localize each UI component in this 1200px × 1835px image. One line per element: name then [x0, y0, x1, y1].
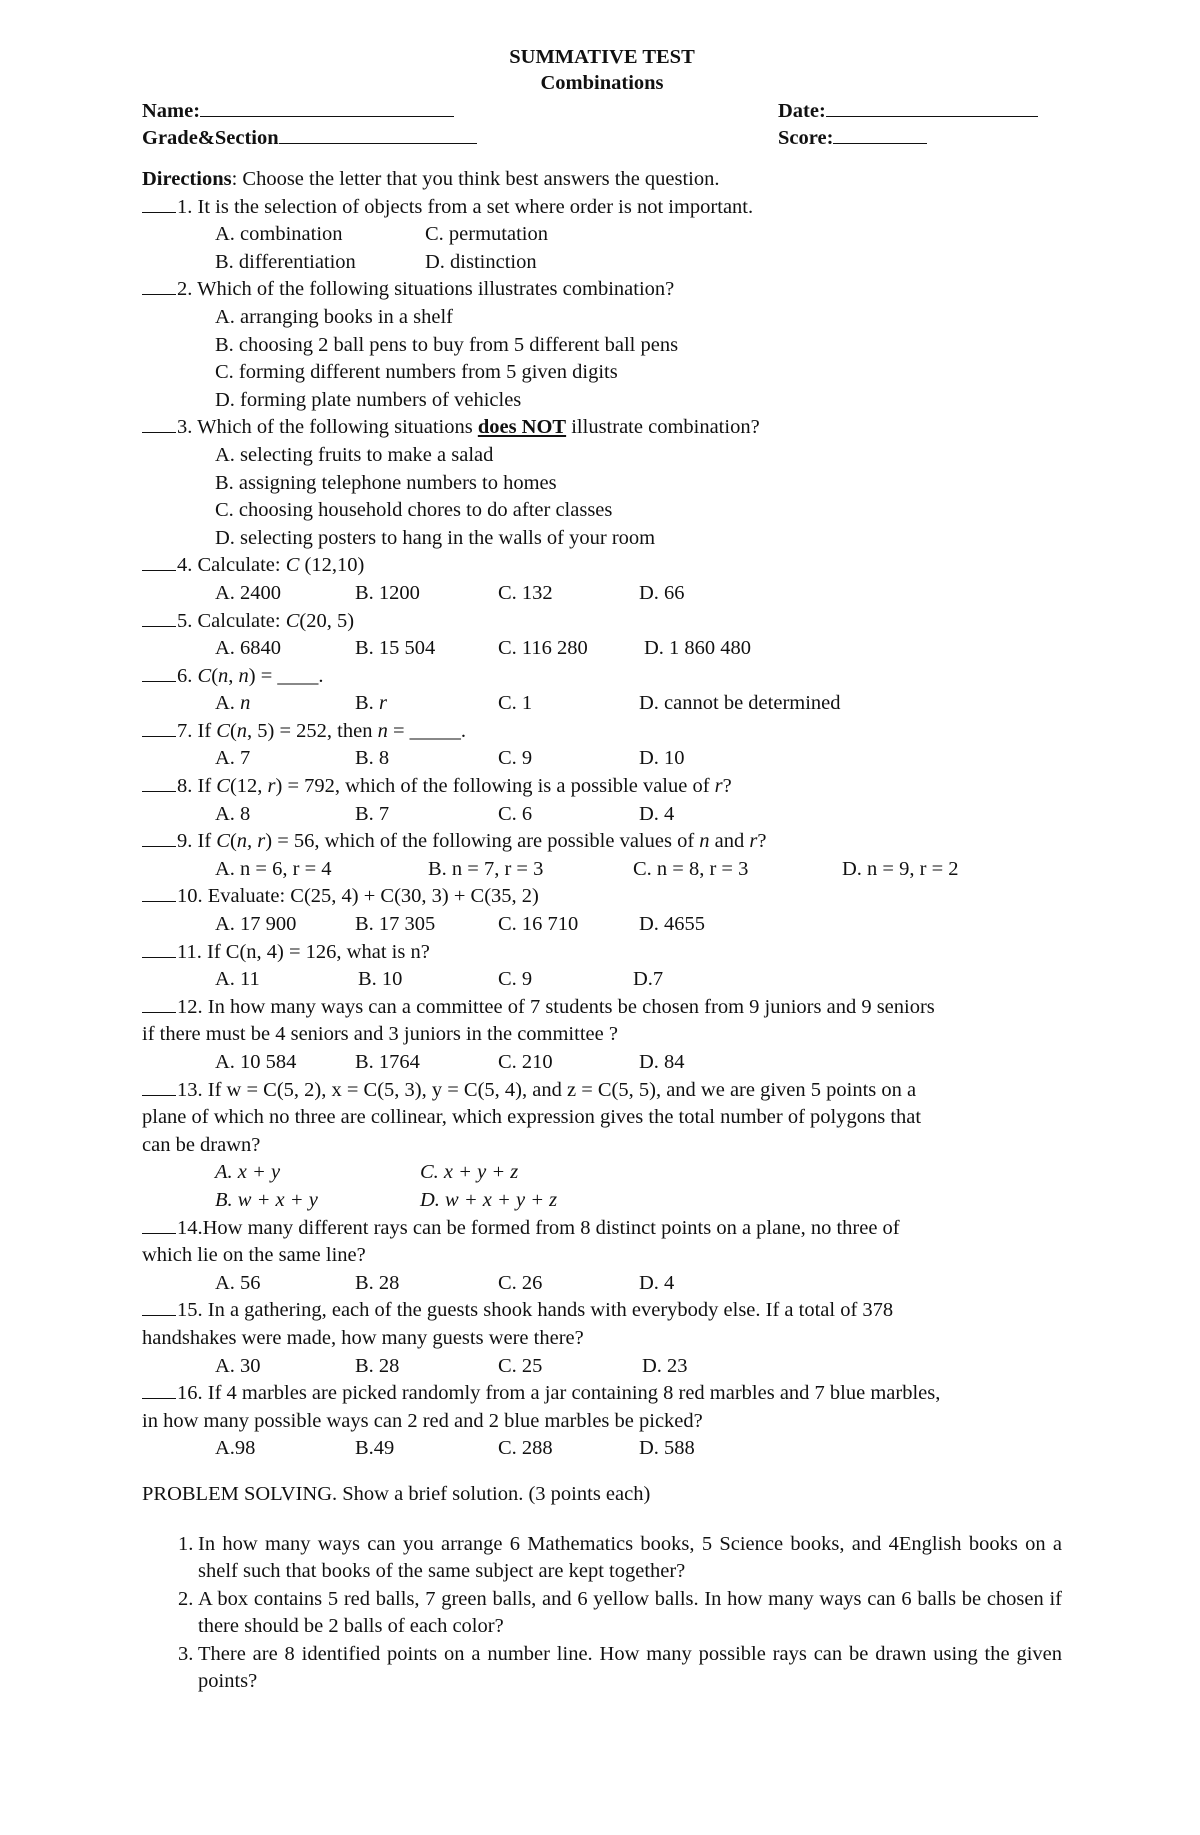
question-text-continued: which lie on the same line?: [142, 1244, 366, 1267]
question-text: Calculate:: [192, 554, 286, 577]
question-text-continued: in how many possible ways can 2 red and 2 blue marbles be picked?: [142, 1409, 703, 1432]
answer-blank[interactable]: [142, 994, 176, 1013]
option-d: D. 23: [642, 1354, 688, 1377]
math-variable: C: [216, 719, 230, 742]
name-field[interactable]: [200, 96, 454, 117]
grade-section-field[interactable]: [279, 123, 477, 144]
option-d: D. 4: [639, 802, 675, 825]
option-c: C. permutation: [425, 223, 548, 246]
question-number: 11.: [177, 940, 202, 963]
math-variable: n: [218, 664, 229, 687]
options-row: [142, 1187, 1062, 1215]
question-2: [142, 276, 1062, 304]
problem-text: A box contains 5 red balls, 7 green balls, and 6 yellow balls. In how many ways can 6 balls be chosen if there should be 2 balls of each color?: [198, 1587, 1062, 1638]
option-d: D. 588: [639, 1437, 695, 1460]
option-d: D. distinction: [425, 250, 537, 273]
question-number: 4.: [177, 554, 193, 577]
question-text-continued: if there must be 4 seniors and 3 juniors in the committee ?: [142, 1023, 618, 1046]
math-variable: C: [285, 554, 300, 577]
answer-blank[interactable]: [142, 663, 176, 682]
option-a: A. 11: [215, 968, 260, 991]
header-row-1: [142, 96, 1062, 123]
question-text: Which of the following situations illustrates combination?: [192, 278, 675, 301]
problem-number: 2.: [178, 1587, 194, 1610]
question-number: 10.: [177, 885, 203, 908]
question-text-continued: plane of which no three are collinear, which expression gives the total number of polygons that: [142, 1106, 922, 1129]
option-d: D. 4655: [639, 913, 706, 936]
option-b: B. w + x + y: [215, 1188, 318, 1211]
question-text: It is the selection of objects from a set where order is not important.: [192, 195, 754, 218]
option-d: D. 84: [639, 1051, 685, 1073]
question-text: (12,: [229, 775, 268, 798]
math-variable: r: [714, 775, 723, 798]
question-text: If: [192, 830, 217, 853]
question-9: [142, 828, 1062, 856]
question-text: = _____.: [387, 719, 467, 742]
date-label: Date:: [778, 100, 826, 122]
options-row: [142, 801, 1062, 829]
option-b: B. 15 504: [355, 637, 436, 660]
option-d: D. cannot be determined: [639, 692, 841, 715]
question-text: ) = ____.: [248, 664, 324, 687]
question-number: 1.: [177, 195, 193, 218]
question-text: ,: [228, 664, 239, 687]
question-number: 7.: [177, 719, 193, 742]
answer-blank[interactable]: [142, 414, 176, 433]
math-variable: C: [285, 609, 300, 632]
answer-blank[interactable]: [142, 276, 176, 295]
problem-solving-title: PROBLEM SOLVING. Show a brief solution. (3 points each): [142, 1482, 651, 1505]
question-text: Evaluate: C(25, 4) + C(30, 3) + C(35, 2): [202, 885, 539, 908]
option-c: C. 132: [498, 581, 553, 604]
answer-blank[interactable]: [142, 718, 176, 737]
option-a: A. 30: [215, 1354, 261, 1377]
option-d: D.7: [633, 968, 664, 991]
option-b: B. differentiation: [215, 250, 356, 273]
math-variable: C: [197, 664, 212, 687]
score-label: Score:: [778, 127, 834, 149]
question-3: [142, 414, 1062, 442]
option-a: A. selecting fruits to make a salad: [215, 443, 494, 466]
problem-item: [142, 1531, 1062, 1586]
question-text: ?: [722, 775, 732, 798]
option-a: A. x + y: [215, 1161, 281, 1184]
question-1: [142, 194, 1062, 222]
option-a: A. 2400: [215, 581, 282, 604]
options-row: [142, 249, 1062, 277]
question-number: 15.: [177, 1299, 203, 1322]
option-a: A. n = 6, r = 4: [215, 857, 332, 880]
question-number: 8.: [177, 775, 193, 798]
name-label: Name:: [142, 100, 201, 122]
answer-blank[interactable]: [142, 1077, 176, 1096]
option-c: C. x + y + z: [420, 1161, 519, 1184]
option-d: D. selecting posters to hang in the walls of your room: [215, 526, 656, 549]
question-text-continued: can be drawn?: [142, 1133, 261, 1156]
option-b: B. n = 7, r = 3: [428, 857, 544, 880]
question-text: Calculate:: [192, 609, 286, 632]
option-d: D. 1 860 480: [644, 637, 752, 660]
math-variable: r: [267, 775, 276, 798]
question-text: illustrate combination?: [566, 416, 760, 439]
option-c: C. 288: [498, 1437, 553, 1460]
option-b: B. 1764: [355, 1051, 420, 1073]
question-text: , 5) = 252, then: [247, 719, 378, 742]
options-row: [142, 1353, 1062, 1381]
math-variable: n, r: [236, 830, 266, 853]
question-text: If 4 marbles are picked randomly from a jar containing 8 red marbles and 7 blue marbles,: [202, 1382, 941, 1405]
header-row-2: [142, 123, 1062, 150]
math-variable: r: [749, 830, 758, 853]
directions-label: Directions: [142, 168, 232, 190]
question-text: ?: [757, 830, 767, 853]
question-15: [142, 1297, 1062, 1325]
directions: [142, 166, 1062, 194]
answer-blank[interactable]: [142, 828, 176, 847]
question-text: In how many ways can a committee of 7 students be chosen from 9 juniors and 9 seniors: [202, 995, 935, 1018]
option-a: A. 17 900: [215, 913, 297, 936]
options-row: [142, 580, 1062, 608]
answer-blank[interactable]: [142, 1380, 176, 1399]
option-c: C. n = 8, r = 3: [633, 857, 749, 880]
option-a: A. arranging books in a shelf: [215, 305, 453, 328]
answer-blank[interactable]: [142, 1297, 176, 1316]
option-c: C. 9: [498, 968, 533, 991]
question-number: 2.: [177, 278, 193, 301]
question-text: (: [229, 719, 237, 742]
question-number: 12.: [177, 995, 203, 1018]
question-text: and: [709, 830, 750, 853]
answer-blank[interactable]: [142, 552, 176, 571]
question-14: [142, 1215, 1062, 1243]
question-number: 14.: [177, 1216, 203, 1239]
option-d: D. 4: [639, 1271, 675, 1294]
option-c: C. 16 710: [498, 913, 579, 936]
option-c: C. 6: [498, 802, 533, 825]
option-c: C. 25: [498, 1354, 543, 1377]
option-d: D. 66: [639, 581, 685, 604]
question-number: 9.: [177, 830, 193, 853]
options-row: [142, 911, 1062, 939]
question-number: 3.: [177, 416, 193, 439]
math-variable: n: [236, 719, 248, 742]
emphasis-text: does NOT: [477, 416, 567, 439]
question-7: [142, 718, 1062, 746]
option-c: C. 116 280: [498, 637, 588, 660]
question-5: [142, 608, 1062, 636]
option-b: B.49: [355, 1437, 395, 1460]
test-title: SUMMATIVE TEST: [509, 46, 695, 68]
options-row: [142, 1049, 1062, 1077]
option-a: A. 7: [215, 747, 251, 770]
question-text: (: [211, 664, 219, 687]
question-text: ) = 56, which of the following are possible values of: [265, 830, 700, 853]
option-a: A. 56: [215, 1271, 261, 1294]
grade-section-label: Grade&Section: [142, 127, 279, 149]
option-b: B. 28: [355, 1354, 400, 1377]
question-number: 5.: [177, 609, 193, 632]
question-text-continued: handshakes were made, how many guests were there?: [142, 1326, 584, 1349]
question-text: If C(n, 4) = 126, what is n?: [201, 940, 430, 963]
problem-solving-list: [142, 1531, 1062, 1697]
option-a: A. 8: [215, 802, 251, 825]
problem-text: There are 8 identified points on a number line. How many possible rays can be drawn using the given points?: [198, 1642, 1062, 1693]
option-c: C. 26: [498, 1271, 543, 1294]
options-row: [142, 635, 1062, 663]
question-13: [142, 1077, 1062, 1105]
question-text: How many different rays can be formed from 8 distinct points on a plane, no three of: [202, 1216, 900, 1239]
question-text: (20, 5): [299, 609, 355, 632]
answer-blank[interactable]: [142, 1215, 176, 1234]
option-b: B. r: [355, 692, 387, 715]
problem-item: [142, 1586, 1062, 1641]
answer-blank[interactable]: [142, 194, 176, 213]
option-b: B. 28: [355, 1271, 400, 1294]
option-a: A. n: [215, 692, 251, 715]
question-number: 13.: [177, 1078, 203, 1101]
option-b: B. 1200: [355, 581, 420, 604]
option-c: C. forming different numbers from 5 given digits: [215, 361, 618, 384]
problem-text: In how many ways can you arrange 6 Mathematics books, 5 Science books, and 4English books on a shelf such that books of the same subject are kept together?: [198, 1532, 1062, 1583]
question-16: [142, 1380, 1062, 1408]
math-variable: n: [377, 719, 388, 742]
option-d: D. n = 9, r = 2: [842, 857, 959, 880]
option-d: D. w + x + y + z: [420, 1188, 558, 1211]
option-b: B. 10: [358, 968, 403, 991]
option-c: C. 1: [498, 692, 533, 715]
question-text: (: [229, 830, 237, 853]
math-variable: C: [216, 830, 230, 853]
question-6: [142, 663, 1062, 691]
score-field[interactable]: [833, 123, 927, 144]
option-b: B. 8: [355, 747, 390, 770]
test-subtitle: Combinations: [540, 72, 664, 94]
question-12: [142, 994, 1062, 1022]
question-number: 16.: [177, 1382, 203, 1405]
option-d: D. 10: [639, 747, 685, 770]
option-b: B. assigning telephone numbers to homes: [215, 471, 557, 494]
options-row: [142, 221, 1062, 249]
question-text: If: [192, 719, 217, 742]
math-variable: C: [216, 775, 230, 798]
option-b: B. choosing 2 ball pens to buy from 5 different ball pens: [215, 333, 679, 356]
options-row: [142, 690, 1062, 718]
options-row: [142, 856, 1062, 884]
question-4: [142, 552, 1062, 580]
question-number: 6.: [177, 664, 193, 687]
question-10: [142, 883, 1062, 911]
option-a: A. 6840: [215, 637, 282, 660]
option-c: C. 210: [498, 1051, 553, 1073]
option-b: B. 7: [355, 802, 390, 825]
answer-blank[interactable]: [142, 883, 176, 902]
option-c: C. 9: [498, 747, 533, 770]
problem-item: [142, 1641, 1062, 1696]
question-8: [142, 773, 1062, 801]
date-field[interactable]: [826, 96, 1038, 117]
math-variable: n: [699, 830, 710, 853]
question-11: [142, 939, 1062, 967]
options-row: [142, 966, 1062, 994]
answer-blank[interactable]: [142, 773, 176, 792]
options-row: [142, 745, 1062, 773]
option-a: A. combination: [215, 223, 343, 246]
problem-number: 1.: [178, 1532, 194, 1555]
option-b: B. 17 305: [355, 913, 436, 936]
problem-number: 3.: [178, 1642, 194, 1665]
answer-blank[interactable]: [142, 608, 176, 627]
question-text: (12,10): [299, 554, 365, 577]
answer-blank[interactable]: [142, 939, 176, 958]
option-a: A.98: [215, 1437, 256, 1460]
options-row: [142, 1159, 1062, 1187]
option-c: C. choosing household chores to do after classes: [215, 499, 613, 522]
options-row: [142, 1435, 1062, 1463]
question-text: If: [192, 775, 217, 798]
question-text: If w = C(5, 2), x = C(5, 3), y = C(5, 4), and z = C(5, 5), and we are given 5 points on a: [202, 1078, 917, 1101]
math-variable: n: [238, 664, 249, 687]
question-text: Which of the following situations: [192, 416, 478, 439]
options-row: [142, 1270, 1062, 1298]
option-d: D. forming plate numbers of vehicles: [215, 388, 522, 411]
option-a: A. 10 584: [215, 1051, 297, 1073]
test-page: [142, 44, 1062, 1696]
question-text: ) = 792, which of the following is a possible value of: [275, 775, 715, 798]
directions-text: : Choose the letter that you think best answers the question.: [231, 168, 720, 190]
question-text: In a gathering, each of the guests shook hands with everybody else. If a total of 378: [202, 1299, 894, 1322]
